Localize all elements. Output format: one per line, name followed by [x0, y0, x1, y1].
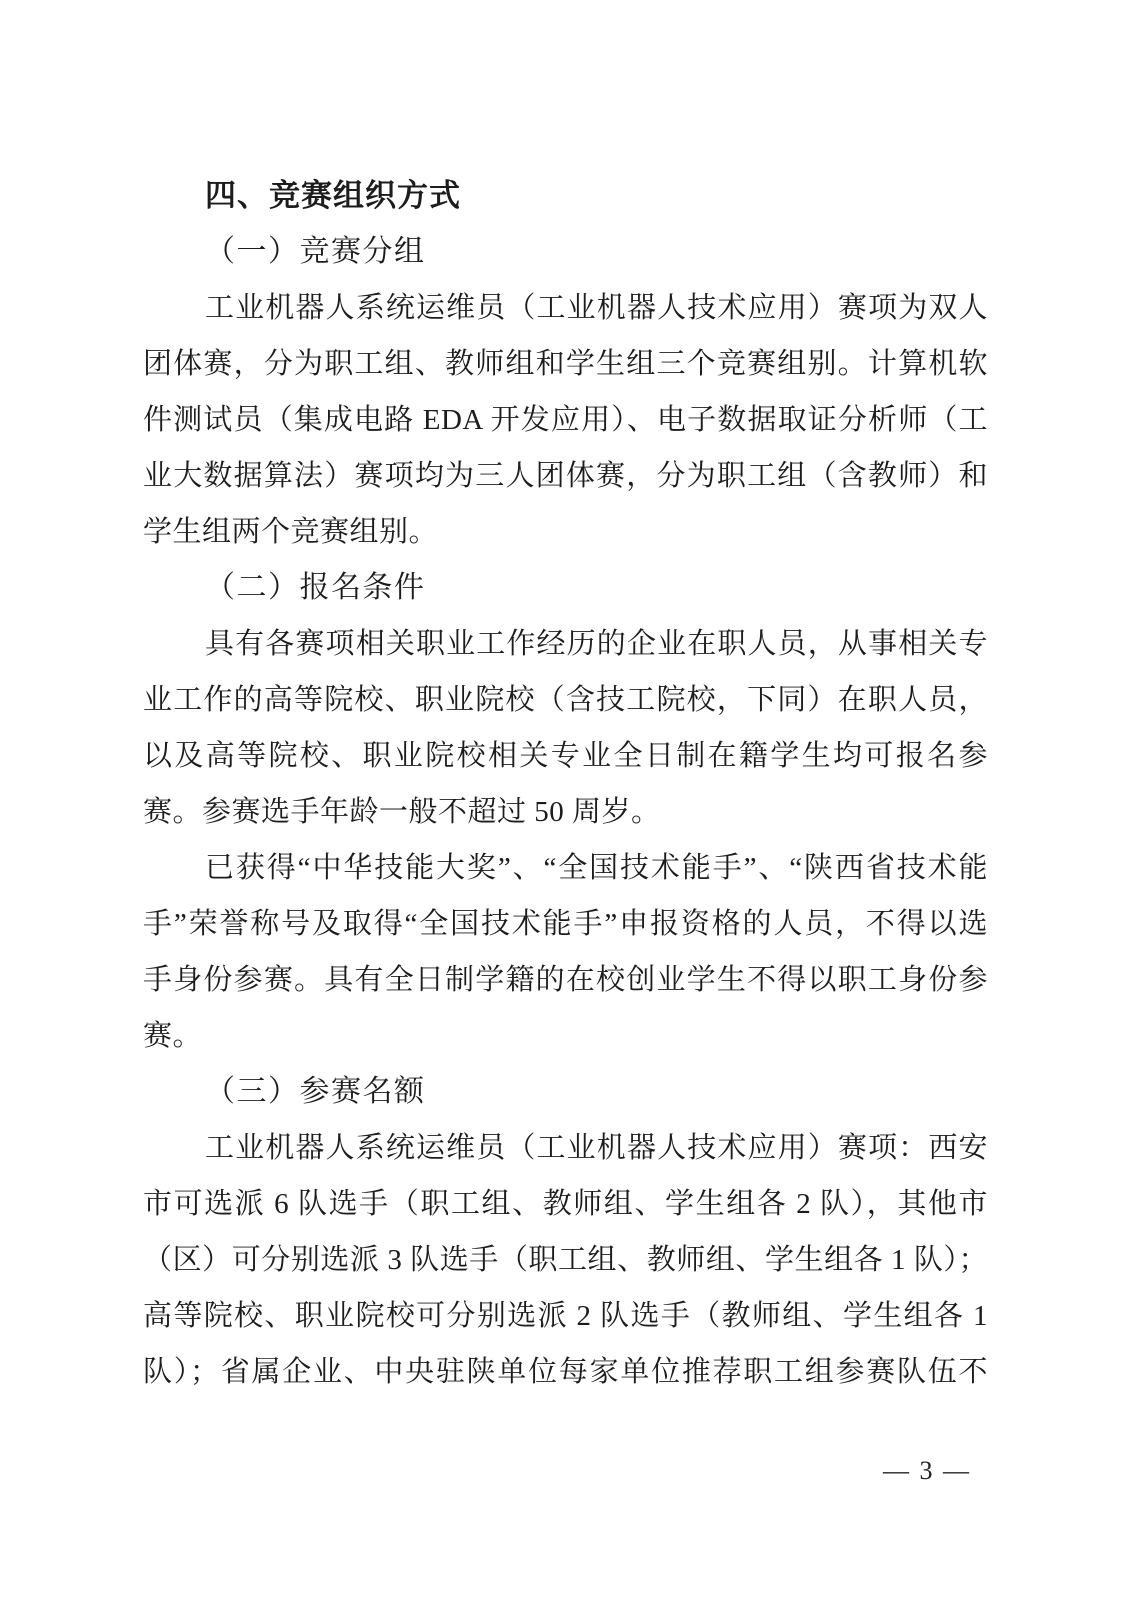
text-line: 件测试员（集成电路 EDA 开发应用）、电子数据取证分析师（工 — [143, 404, 988, 436]
document-lines — [143, 168, 988, 1400]
text-line: 具有各赛项相关职业工作经历的企业在职人员，从事相关专 — [205, 628, 988, 660]
text-line: 手”荣誉称号及取得“全国技术能手”申报资格的人员，不得以选 — [143, 908, 988, 940]
subsection-heading: （一）竞赛分组 — [205, 235, 426, 268]
text-line: 赛。 — [143, 1020, 203, 1052]
text-line: 赛。参赛选手年龄一般不超过 50 周岁。 — [143, 796, 661, 828]
text-line: 已获得“中华技能大奖”、“全国技术能手”、“陕西省技术能 — [205, 852, 988, 884]
text-line: （区）可分别选派 3 队选手（职工组、教师组、学生组各 1 队）； — [143, 1244, 988, 1276]
text-line: 市可选派 6 队选手（职工组、教师组、学生组各 2 队），其他市 — [143, 1188, 988, 1220]
page-number: — 3 — — [883, 1456, 971, 1485]
text-line: 队）；省属企业、中央驻陕单位每家单位推荐职工组参赛队伍不 — [143, 1356, 988, 1388]
text-line: 工业机器人系统运维员（工业机器人技术应用）赛项为双人 — [205, 292, 988, 324]
subsection-heading: （三）参赛名额 — [205, 1075, 426, 1108]
text-line: 团体赛，分为职工组、教师组和学生组三个竞赛组别。计算机软 — [143, 348, 988, 380]
text-line: 高等院校、职业院校可分别选派 2 队选手（教师组、学生组各 1 — [143, 1300, 988, 1332]
section-heading: 四、竞赛组织方式 — [205, 178, 461, 213]
text-line: 手身份参赛。具有全日制学籍的在校创业学生不得以职工身份参 — [143, 964, 988, 996]
text-line: 业工作的高等院校、职业院校（含技工院校，下同）在职人员， — [143, 684, 988, 716]
text-line: 学生组两个竞赛组别。 — [143, 516, 439, 548]
text-line: 工业机器人系统运维员（工业机器人技术应用）赛项：西安 — [205, 1132, 988, 1164]
subsection-heading: （二）报名条件 — [205, 571, 426, 604]
text-line: 以及高等院校、职业院校相关专业全日制在籍学生均可报名参 — [143, 740, 988, 772]
text-line: 业大数据算法）赛项均为三人团体赛，分为职工组（含教师）和 — [143, 460, 988, 492]
